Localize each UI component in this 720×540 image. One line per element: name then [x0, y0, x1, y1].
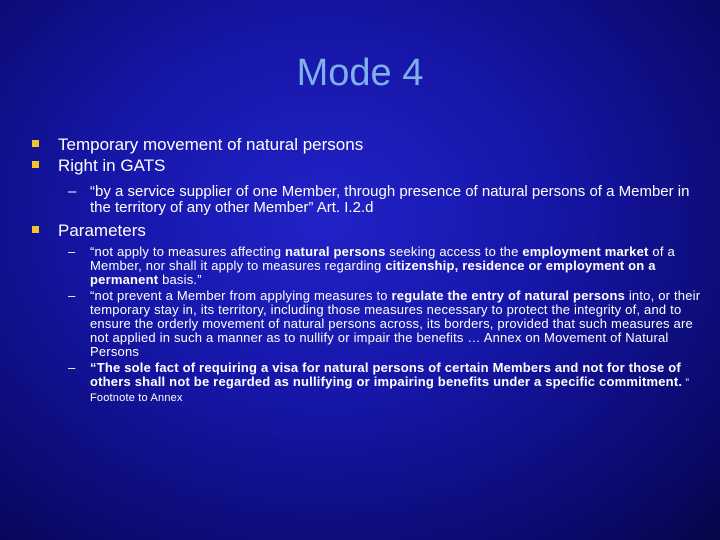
- bullet-item: [30, 155, 710, 176]
- param-segment: into, or their temporary stay in, its territory, including those measures necessary to protect the integrity of, and to ensure the orderly movement of natural persons across, its borders, provided that such measures are not applied in such a manner as to nullify or impair the benefits … Annex on Movement of Natural Persons: [90, 288, 701, 359]
- param-bold: employment market: [522, 244, 649, 259]
- bullet-text: Temporary movement of natural persons: [58, 135, 364, 154]
- bullet-list: [30, 134, 710, 405]
- bullet-text: Parameters: [58, 221, 146, 240]
- param-segment: basis.”: [158, 272, 202, 287]
- slide-title: Mode 4: [296, 52, 424, 94]
- sub-bullet-item: [30, 289, 710, 359]
- param-segment: seeking access to the: [385, 244, 523, 259]
- square-bullet-icon: [32, 140, 39, 147]
- param-bold: natural persons: [284, 244, 386, 259]
- sub-bullet-item: [30, 361, 710, 405]
- param-text: [90, 288, 700, 359]
- param-text: [90, 244, 675, 287]
- dash-bullet: –: [68, 360, 76, 375]
- bullet-text: Right in GATS: [58, 156, 166, 175]
- param-text: [90, 360, 689, 404]
- param-bold: citizenship, residence or employment on a permanent: [90, 258, 656, 287]
- dash-bullet: –: [68, 288, 76, 303]
- param-segment: “not prevent a Member from applying measures to: [90, 288, 392, 303]
- sub-bullet-item: [30, 245, 710, 287]
- param-segment: ” Footnote to Annex: [90, 377, 690, 404]
- param-bold: “The sole fact of requiring a visa for natural persons of certain Members and not for those of others shall not be regarded as nullifying or impairing benefits under a specific commitment.: [90, 360, 683, 389]
- bullet-item: [30, 220, 710, 241]
- param-bold: regulate the entry of natural persons: [391, 288, 626, 303]
- bullet-item: [30, 134, 710, 155]
- sub-bullet-item: [30, 184, 710, 216]
- dash-bullet: –: [68, 244, 76, 259]
- param-segment: of a Member, nor shall it apply to measures regarding: [90, 244, 675, 273]
- square-bullet-icon: [32, 226, 39, 233]
- square-bullet-icon: [32, 161, 39, 168]
- param-segment: “not apply to measures affecting: [90, 244, 285, 259]
- gats-quote: “by a service supplier of one Member, through presence of natural persons of a Member in the territory of any other Member” Art. I.2.d: [90, 183, 690, 216]
- dash-bullet: –: [68, 183, 77, 200]
